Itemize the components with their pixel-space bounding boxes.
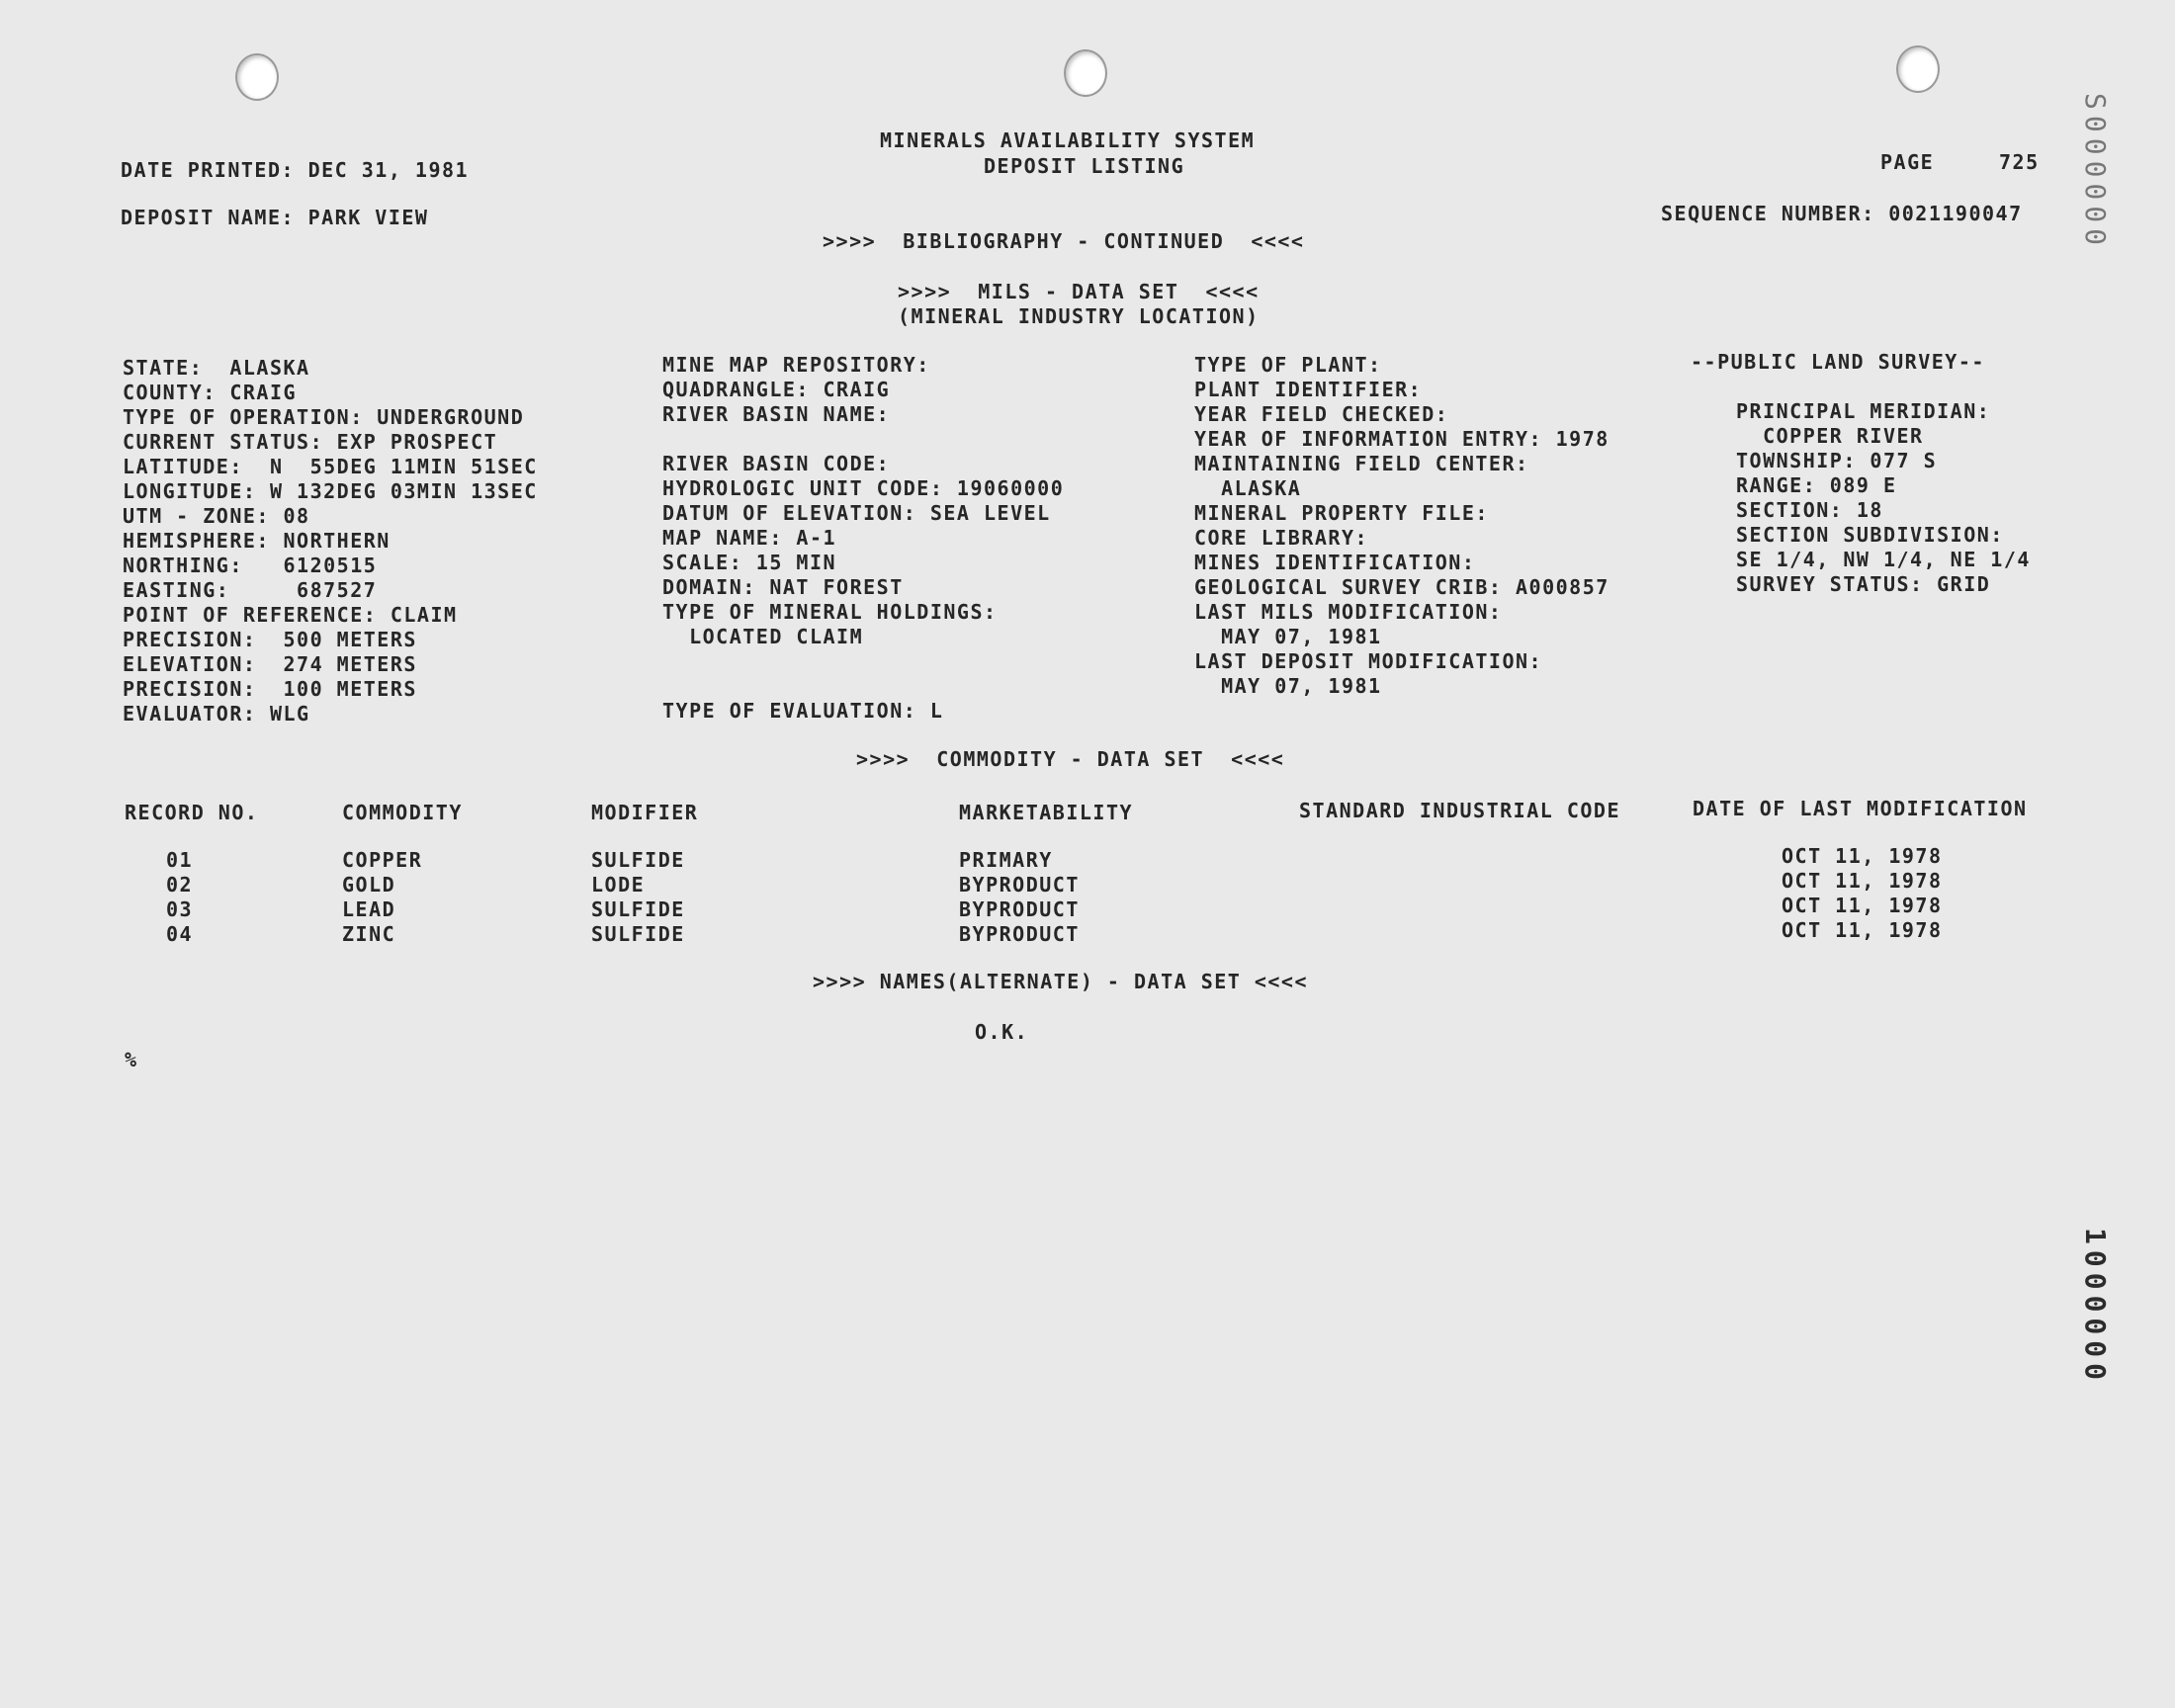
cell-modifier: SULFIDE [591, 848, 685, 872]
field-state: STATE: ALASKA [123, 356, 310, 380]
location-column [123, 356, 538, 726]
field-northing: NORTHING: 6120515 [123, 554, 378, 577]
listing-title: DEPOSIT LISTING [984, 154, 1185, 178]
cell-marketability: BYPRODUCT [959, 897, 1080, 921]
field-current-status: CURRENT STATUS: EXP PROSPECT [123, 430, 498, 454]
field-longitude: LONGITUDE: W 132DEG 03MIN 13SEC [123, 479, 538, 503]
field-section-subdivision-value: SE 1/4, NW 1/4, NE 1/4 [1736, 548, 2031, 571]
field-county: COUNTY: CRAIG [123, 381, 298, 404]
field-elevation-precision: PRECISION: 100 METERS [123, 677, 417, 701]
field-principal-meridian: PRINCIPAL MERIDIAN: [1736, 399, 1991, 423]
cell-date: OCT 11, 1978 [1782, 844, 1943, 868]
sequence-number: SEQUENCE NUMBER: 0021190047 [1661, 202, 2023, 225]
field-last-deposit-modification: LAST DEPOSIT MODIFICATION: [1194, 649, 1543, 673]
field-township: TOWNSHIP: 077 S [1736, 449, 1938, 472]
field-domain: DOMAIN: NAT FOREST [662, 575, 904, 599]
mils-subheading: (MINERAL INDUSTRY LOCATION) [898, 304, 1260, 328]
land-survey-column [1691, 350, 2031, 597]
field-evaluator: EVALUATOR: WLG [123, 702, 310, 726]
field-type-of-plant: TYPE OF PLANT: [1194, 353, 1382, 377]
blank-line [662, 427, 1064, 452]
field-latitude: LATITUDE: N 55DEG 11MIN 51SEC [123, 455, 538, 478]
field-year-of-information-entry: YEAR OF INFORMATION ENTRY: 1978 [1194, 427, 1610, 451]
field-hemisphere: HEMISPHERE: NORTHERN [123, 529, 391, 553]
names-alternate-value: O.K. [975, 1020, 1029, 1044]
field-survey-status: SURVEY STATUS: GRID [1736, 572, 1991, 596]
cell-record-no: 03 [166, 897, 194, 921]
margin-stamp-bottom: 1000000 [2079, 1228, 2112, 1387]
field-maintaining-field-center: MAINTAINING FIELD CENTER: [1194, 452, 1529, 475]
field-field-center-value: ALASKA [1194, 476, 1302, 500]
field-operation-type: TYPE OF OPERATION: UNDERGROUND [123, 405, 525, 429]
punch-hole-center [1064, 49, 1107, 97]
col-header-record-no: RECORD NO. [125, 801, 259, 824]
field-precision: PRECISION: 500 METERS [123, 628, 417, 651]
field-elevation: ELEVATION: 274 METERS [123, 652, 417, 676]
field-hydrologic-unit-code: HYDROLOGIC UNIT CODE: 19060000 [662, 476, 1065, 500]
field-mineral-holdings: TYPE OF MINERAL HOLDINGS: [662, 600, 998, 624]
cell-date: OCT 11, 1978 [1782, 918, 1943, 942]
field-mine-map-repository: MINE MAP REPOSITORY: [662, 353, 930, 377]
field-last-mils-modification-date: MAY 07, 1981 [1194, 625, 1382, 648]
blank-line [662, 649, 1064, 674]
field-core-library: CORE LIBRARY: [1194, 526, 1369, 550]
table-row [0, 918, 2175, 947]
punch-hole-left [235, 53, 279, 101]
field-plant-identifier: PLANT IDENTIFIER: [1194, 378, 1423, 401]
field-geological-survey-crib: GEOLOGICAL SURVEY CRIB: A000857 [1194, 575, 1610, 599]
cell-modifier: SULFIDE [591, 897, 685, 921]
field-mineral-property-file: MINERAL PROPERTY FILE: [1194, 501, 1489, 525]
cell-commodity: GOLD [342, 873, 396, 897]
col-header-date-of-last-modification: DATE OF LAST MODIFICATION [1693, 797, 2028, 820]
field-section: SECTION: 18 [1736, 498, 1883, 522]
field-datum-of-elevation: DATUM OF ELEVATION: SEA LEVEL [662, 501, 1051, 525]
field-principal-meridian-value: COPPER RIVER [1736, 424, 1924, 448]
cell-commodity: COPPER [342, 848, 423, 872]
cell-commodity: LEAD [342, 897, 396, 921]
end-mark: % [125, 1048, 138, 1071]
cell-record-no: 04 [166, 922, 194, 946]
field-last-deposit-modification-date: MAY 07, 1981 [1194, 674, 1382, 698]
field-mines-identification: MINES IDENTIFICATION: [1194, 551, 1476, 574]
land-survey-heading: --PUBLIC LAND SURVEY-- [1691, 350, 1985, 374]
field-year-field-checked: YEAR FIELD CHECKED: [1194, 402, 1449, 426]
cell-record-no: 02 [166, 873, 194, 897]
date-printed: DATE PRINTED: DEC 31, 1981 [121, 158, 470, 182]
field-quadrangle: QUADRANGLE: CRAIG [662, 378, 891, 401]
field-map-name: MAP NAME: A-1 [662, 526, 837, 550]
field-easting: EASTING: 687527 [123, 578, 378, 602]
page-number: 725 [1999, 150, 2040, 174]
field-mineral-holdings-value: LOCATED CLAIM [662, 625, 864, 648]
cell-modifier: SULFIDE [591, 922, 685, 946]
blank-line [1691, 375, 2031, 399]
blank-line [662, 674, 1064, 699]
cell-commodity: ZINC [342, 922, 396, 946]
page-label: PAGE [1880, 150, 1935, 174]
margin-stamp-top: S000000 [2079, 93, 2112, 252]
names-alternate-heading: >>>> NAMES(ALTERNATE) - DATA SET <<<< [813, 970, 1309, 993]
field-scale: SCALE: 15 MIN [662, 551, 837, 574]
col-header-marketability: MARKETABILITY [959, 801, 1134, 824]
cell-modifier: LODE [591, 873, 646, 897]
mils-heading: >>>> MILS - DATA SET <<<< [898, 280, 1260, 303]
map-column [662, 353, 1064, 724]
field-point-of-reference: POINT OF REFERENCE: CLAIM [123, 603, 458, 627]
commodity-heading: >>>> COMMODITY - DATA SET <<<< [856, 747, 1285, 771]
commodity-table-header [0, 797, 2175, 825]
field-river-basin-name: RIVER BASIN NAME: [662, 402, 891, 426]
deposit-name: DEPOSIT NAME: PARK VIEW [121, 206, 429, 229]
cell-date: OCT 11, 1978 [1782, 869, 1943, 893]
cell-record-no: 01 [166, 848, 194, 872]
col-header-commodity: COMMODITY [342, 801, 463, 824]
field-range: RANGE: 089 E [1736, 473, 1897, 497]
field-last-mils-modification: LAST MILS MODIFICATION: [1194, 600, 1503, 624]
bibliography-heading: >>>> BIBLIOGRAPHY - CONTINUED <<<< [823, 229, 1305, 253]
cell-marketability: BYPRODUCT [959, 873, 1080, 897]
system-title: MINERALS AVAILABILITY SYSTEM [880, 128, 1256, 152]
col-header-modifier: MODIFIER [591, 801, 699, 824]
field-type-of-evaluation: TYPE OF EVALUATION: L [662, 699, 944, 723]
field-section-subdivision: SECTION SUBDIVISION: [1736, 523, 2004, 547]
cell-marketability: BYPRODUCT [959, 922, 1080, 946]
cell-date: OCT 11, 1978 [1782, 894, 1943, 917]
punch-hole-right [1896, 45, 1940, 93]
plant-column [1194, 353, 1610, 699]
cell-marketability: PRIMARY [959, 848, 1053, 872]
field-utm-zone: UTM - ZONE: 08 [123, 504, 310, 528]
field-river-basin-code: RIVER BASIN CODE: [662, 452, 891, 475]
col-header-standard-industrial-code: STANDARD INDUSTRIAL CODE [1299, 799, 1620, 822]
